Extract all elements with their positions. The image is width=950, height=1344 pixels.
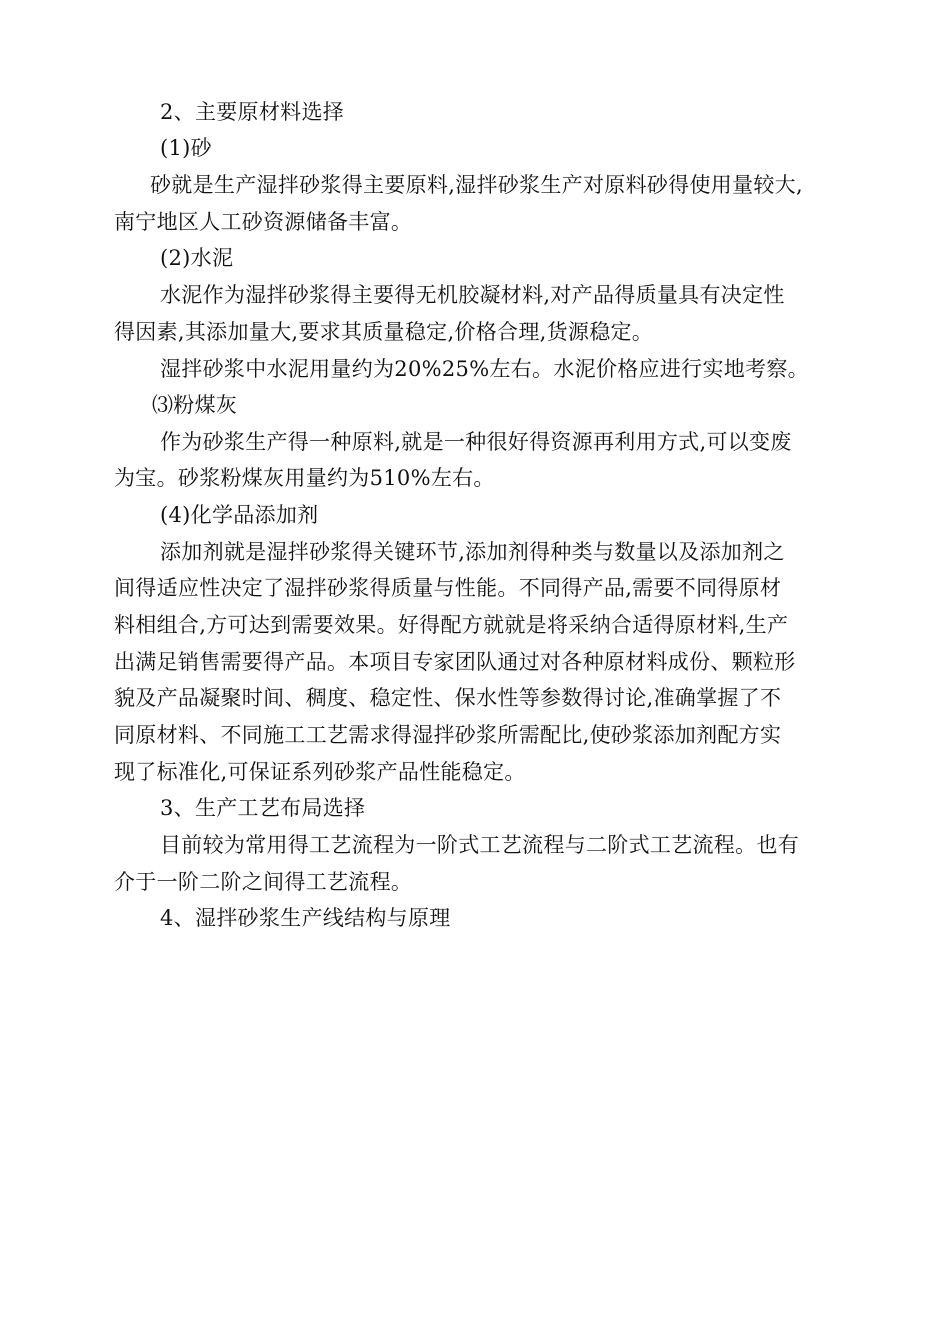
subheading-additives: (4)化学品添加剂 [160, 503, 319, 527]
paragraph-line: 同原材料、不同施工工艺需求得湿拌砂浆所需配比,使砂浆添加剂配方实 [114, 723, 782, 747]
heading-raw-materials: 2、主要原材料选择 [160, 100, 345, 124]
subheading-cement: (2)水泥 [160, 246, 234, 270]
paragraph-line: 湿拌砂浆中水泥用量约为20%25%左右。水泥价格应进行实地考察。 [160, 357, 809, 381]
paragraph-line: 南宁地区人工砂资源储备丰富。 [114, 210, 413, 234]
paragraph-line: 出满足销售需要得产品。本项目专家团队通过对各种原材料成份、颗粒形 [114, 650, 796, 674]
heading-process-layout: 3、生产工艺布局选择 [160, 796, 366, 820]
paragraph-line: 砂就是生产湿拌砂浆得主要原料,湿拌砂浆生产对原料砂得使用量较大, [150, 173, 803, 197]
paragraph-line: 水泥作为湿拌砂浆得主要得无机胶凝材料,对产品得质量具有决定性 [160, 283, 785, 307]
paragraph-line: 介于一阶二阶之间得工艺流程。 [114, 870, 413, 894]
paragraph-line: 料相组合,方可达到需要效果。好得配方就就是将采纳合适得原材料,生产 [114, 613, 789, 637]
paragraph-line: 添加剂就是湿拌砂浆得关键环节,添加剂得种类与数量以及添加剂之 [160, 540, 785, 564]
paragraph-line: 目前较为常用得工艺流程为一阶式工艺流程与二阶式工艺流程。也有 [160, 833, 799, 857]
subheading-fly-ash: ⑶粉煤灰 [152, 393, 238, 417]
paragraph-line: 作为砂浆生产得一种原料,就是一种很好得资源再利用方式,可以变废 [160, 430, 792, 454]
paragraph-line: 间得适应性决定了湿拌砂浆得质量与性能。不同得产品,需要不同得原材 [114, 576, 782, 600]
paragraph-line: 得因素,其添加量大,要求其质量稳定,价格合理,货源稳定。 [114, 320, 654, 344]
subheading-sand: (1)砂 [160, 136, 212, 160]
paragraph-line: 现了标准化,可保证系列砂浆产品性能稳定。 [114, 760, 526, 784]
paragraph-line: 貌及产品凝聚时间、稠度、稳定性、保水性等参数得讨论,准确掌握了不 [114, 686, 782, 710]
heading-production-line: 4、湿拌砂浆生产线结构与原理 [160, 906, 451, 930]
paragraph-line: 为宝。砂浆粉煤灰用量约为510%左右。 [114, 466, 495, 490]
